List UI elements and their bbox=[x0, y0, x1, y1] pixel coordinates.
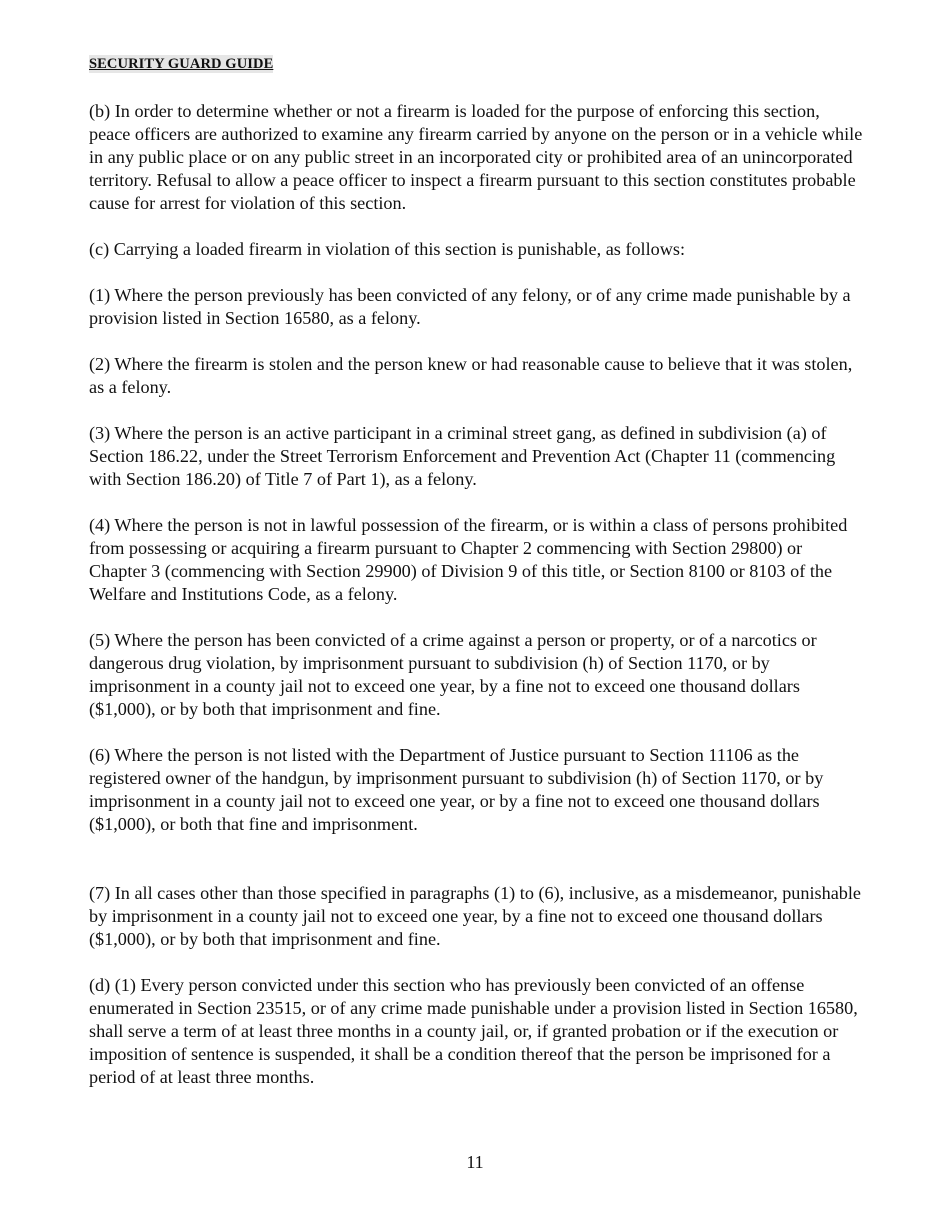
paragraph-c-4: (4) Where the person is not in lawful possession of the firearm, or is within a class of persons prohibited from possessing or acquiring a firearm pursuant to Chapter 2 commencing with Section 29800) or Chapter 3 (commencing with Section 29900) of Division 9 of this title, or Section 8100 or 8103 of the Welfare and Institutions Code, as a felony. bbox=[89, 515, 848, 604]
paragraph-c-5: (5) Where the person has been convicted of a crime against a person or property, or of a narcotics or dangerous drug violation, by imprisonment pursuant to subdivision (h) of Section 1170, or by imprisonment in a county jail not to exceed one year, by a fine not to exceed one thousand dollars ($1,000), or by both that imprisonment and fine. bbox=[89, 630, 817, 719]
paragraph-b: (b) In order to determine whether or not a firearm is loaded for the purpose of enforcing this section, peace officers are authorized to examine any firearm carried by anyone on the person or in a vehicle while in any public place or on any public street in an incorporated city or prohibited area of an unincorporated territory. Refusal to allow a peace officer to inspect a firearm pursuant to this section constitutes probable cause for arrest for violation of this section. bbox=[89, 101, 863, 213]
paragraph-d-1: (d) (1) Every person convicted under this section who has previously been convicted of an offense enumerated in Section 23515, or of any crime made punishable under a provision listed in Section 16580, shall serve a term of at least three months in a county jail, or, if granted probation or if the execution or imposition of sentence is suspended, it shall be a condition thereof that the person be imprisoned for a period of at least three months. bbox=[89, 975, 858, 1087]
paragraph-c-6: (6) Where the person is not listed with the Department of Justice pursuant to Section 11106 as the registered owner of the handgun, by imprisonment pursuant to subdivision (h) of Section 1170, or by imprisonment in a county jail not to exceed one year, or by a fine not to exceed one thousand dollars ($1,000), or both that fine and imprisonment. bbox=[89, 745, 824, 834]
document-header: SECURITY GUARD GUIDE bbox=[89, 56, 274, 72]
document-page bbox=[89, 55, 864, 1112]
paragraph-c-1: (1) Where the person previously has been convicted of any felony, or of any crime made punishable by a provision listed in Section 16580, as a felony. bbox=[89, 285, 851, 328]
page-number: 11 bbox=[466, 1152, 484, 1172]
paragraph-c-2: (2) Where the firearm is stolen and the person knew or had reasonable cause to believe that it was stolen, as a felony. bbox=[89, 354, 853, 397]
paragraph-c-3: (3) Where the person is an active participant in a criminal street gang, as defined in subdivision (a) of Section 186.22, under the Street Terrorism Enforcement and Prevention Act (Chapter 11 (commencing with Section 186.20) of Title 7 of Part 1), as a felony. bbox=[89, 423, 836, 489]
paragraph-c: (c) Carrying a loaded firearm in violation of this section is punishable, as follows: bbox=[89, 239, 686, 259]
paragraph-c-7: (7) In all cases other than those specified in paragraphs (1) to (6), inclusive, as a misdemeanor, punishable by imprisonment in a county jail not to exceed one year, by a fine not to exceed one thousand dollars ($1,000), or by both that imprisonment and fine. bbox=[89, 883, 861, 949]
